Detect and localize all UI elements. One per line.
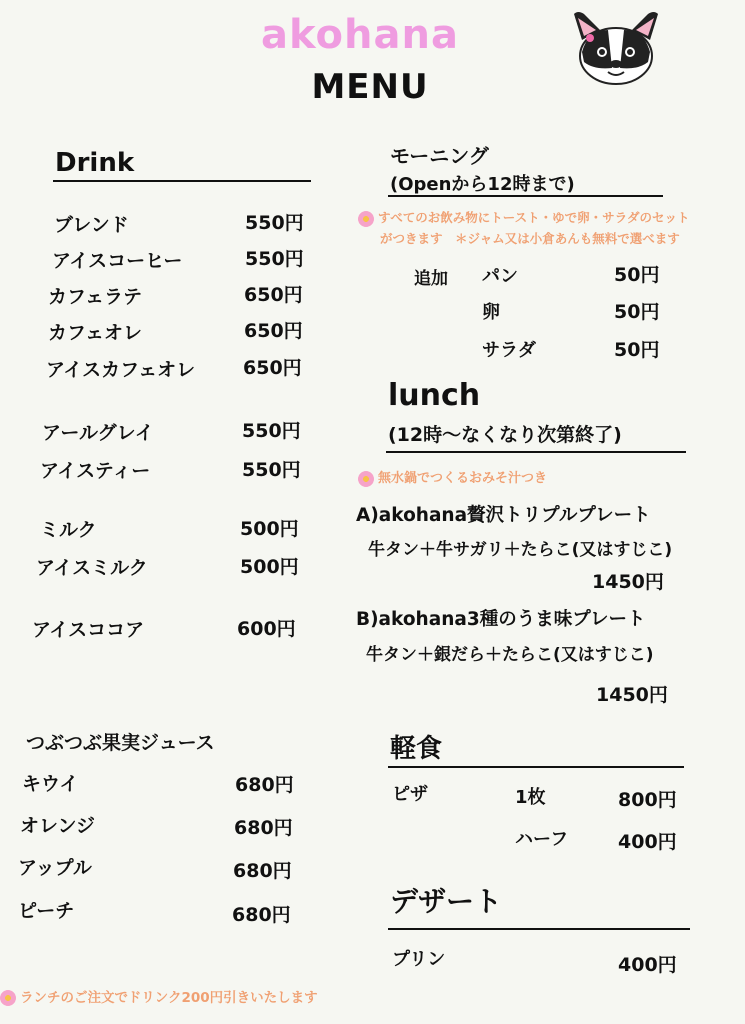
drink-item-price: 650円 [244,284,303,306]
french-bulldog-logo-icon [568,8,664,88]
drink-item-name: アイスココア [32,619,145,641]
drink-item-name: アイスミルク [36,557,148,579]
lunch-heading: lunch [388,378,481,413]
morning-note-text: すべてのお飲み物にトースト・ゆで卵・サラダのセット [378,210,690,225]
drink-item-price: 500円 [240,556,299,578]
extra-item-name: 卵 [482,302,500,323]
drink-item-name: カフェラテ [48,286,143,308]
lunch-note [358,467,547,487]
morning-note-text: がつきます ＊ジャム又は小倉あんも無料で選べます [380,231,680,246]
footer-note [0,986,318,1006]
juice-item-name: ピーチ [18,900,75,922]
drink-item-name: ミルク [40,519,97,541]
drink-item-name: アイスカフェオレ [46,359,196,381]
drink-item-name: カフェオレ [48,322,143,344]
juice-item-name: オレンジ [20,815,96,837]
drink-item-price: 650円 [244,320,303,342]
juice-item-price: 680円 [235,774,294,796]
morning-note [358,208,690,227]
drink-item-price: 550円 [245,248,304,270]
extra-item-price: 50円 [614,339,660,361]
plate-title: A)akohana贅沢トリプルプレート [356,505,651,526]
morning-subheading: (Openから12時まで) [390,174,575,195]
plate-detail: 牛タン＋牛サガリ＋たらこ(又はすじこ) [368,540,673,560]
juice-item-price: 680円 [234,817,293,839]
light-meal-divider [388,766,684,768]
extra-item-price: 50円 [614,301,660,323]
lunch-subheading: (12時〜なくなり次第終了) [388,424,622,446]
morning-divider [388,195,663,197]
plate-detail: 牛タン＋銀だら＋たらこ(又はすじこ) [366,645,654,665]
juice-item-price: 680円 [232,904,291,926]
light-meal-price: 800円 [618,789,677,811]
brand-name: akohana [261,12,459,58]
flower-icon [0,990,16,1006]
flower-icon [358,471,374,487]
juice-item-name: キウイ [22,773,79,795]
footer-note-text: ランチのご注文でドリンク200円引きいたします [20,990,318,1006]
dessert-divider [388,928,690,930]
plate-price: 1450円 [596,684,668,706]
drink-item-name: アールグレイ [42,422,154,444]
extra-item-price: 50円 [614,264,660,286]
drink-item-price: 550円 [242,459,301,481]
drink-item-price: 550円 [242,420,301,442]
drink-item-price: 650円 [243,357,302,379]
menu-title: MENU [311,67,429,107]
juice-item-name: アップル [18,857,92,879]
lunch-note-text: 無水鍋でつくるおみそ汁つき [378,471,548,486]
add-label: 追加 [414,269,448,289]
juice-item-price: 680円 [233,860,292,882]
plate-title: B)akohana3種のうま味プレート [356,609,646,630]
lunch-divider [386,451,686,453]
drink-divider [53,180,311,182]
drink-item-name: ブレンド [54,214,129,236]
drink-item-price: 550円 [245,212,304,234]
dessert-item-name: プリン [392,949,446,970]
extra-item-name: サラダ [482,340,536,361]
drink-item-name: アイスコーヒー [52,250,183,272]
light-meal-item: ピザ [392,784,428,805]
light-meal-size: 1枚 [515,787,546,808]
dessert-heading: デザート [390,885,503,918]
drink-item-price: 600円 [237,618,296,640]
plate-price: 1450円 [592,571,664,593]
flower-icon [358,211,374,227]
morning-heading: モーニング [390,144,489,168]
extra-item-name: パン [482,266,518,287]
dessert-item-price: 400円 [618,954,677,976]
drink-item-price: 500円 [240,518,299,540]
drink-item-name: アイスティー [40,460,151,482]
light-meal-heading: 軽食 [390,734,443,764]
drink-heading: Drink [55,148,135,178]
light-meal-size: ハーフ [515,829,569,850]
juice-heading: つぶつぶ果実ジュース [26,732,215,754]
light-meal-price: 400円 [618,831,677,853]
